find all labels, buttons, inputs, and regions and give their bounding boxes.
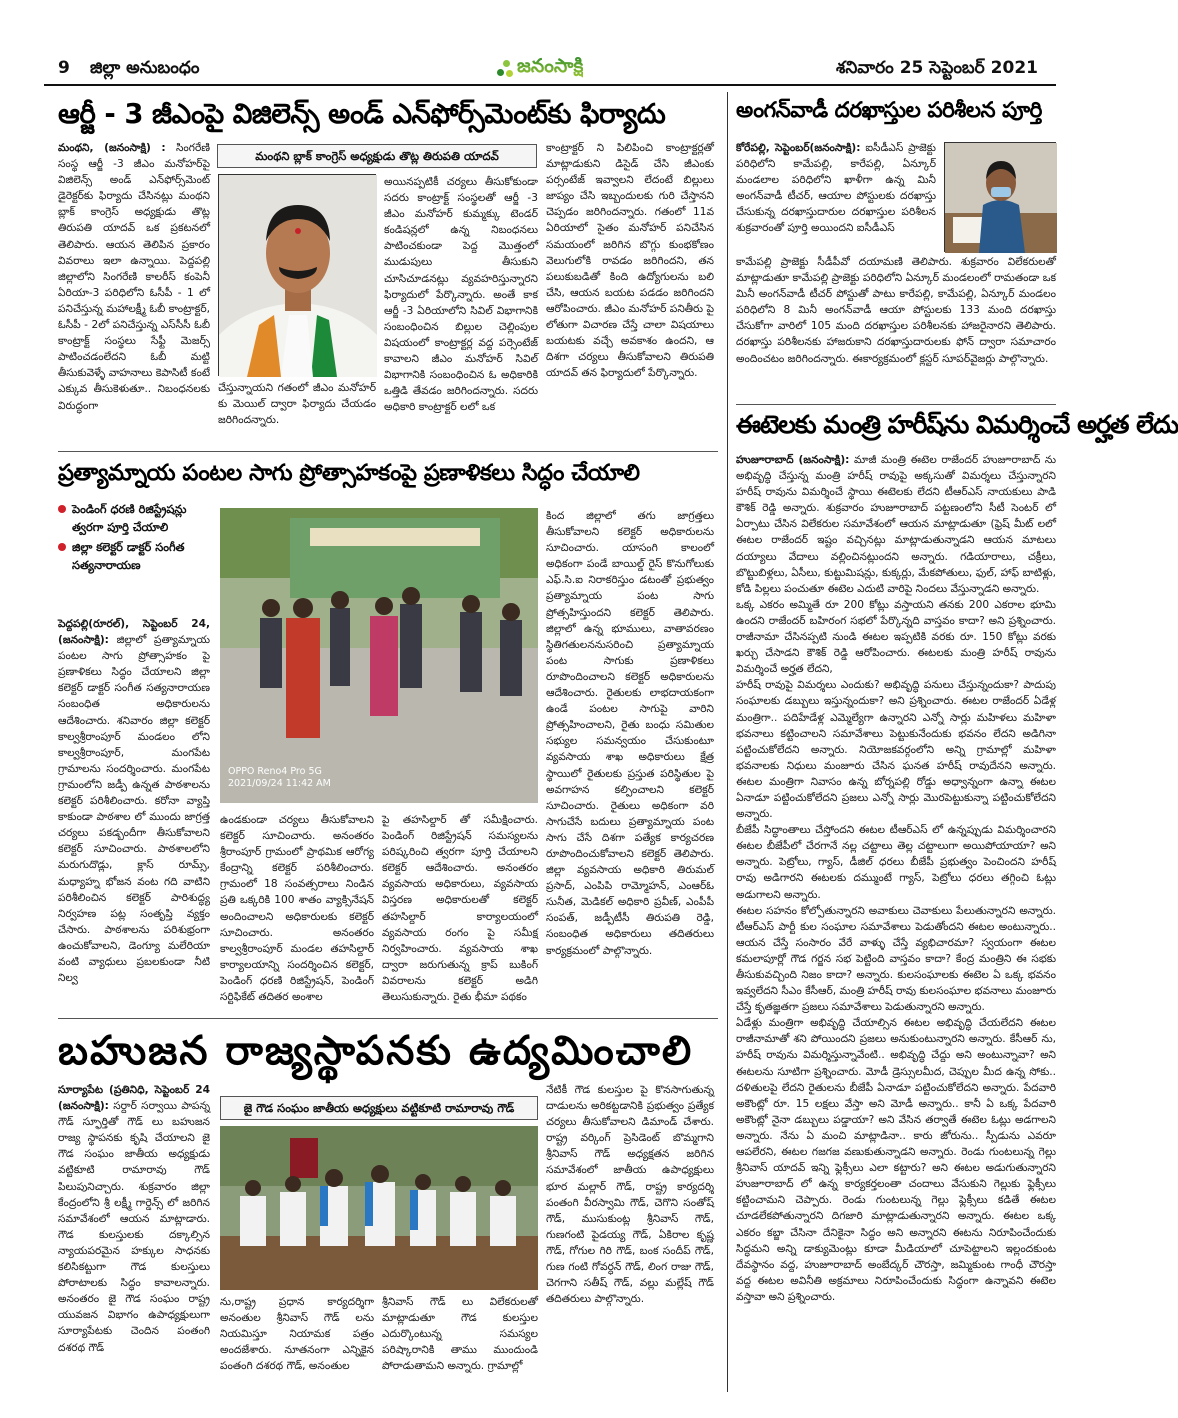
article1-headline: ఆర్జీ - 3 జీఎంపై విజిలెన్స్ అండ్ ఎన్‌ఫోర్స్‌మెంట్‌కు ఫిర్యాదు	[58, 98, 666, 130]
column-divider	[727, 92, 728, 1392]
meeting-illustration	[220, 1126, 538, 1290]
article5-dateline: హుజూరాబాద్ (జనంసాక్షి):	[736, 454, 850, 466]
issue-date: శనివారం 25 సెప్టెంబర్ 2021	[836, 58, 1038, 78]
article2-body-col2: ఉండకుండా చర్యలు తీసుకోవాలని కలెక్టర్ సూచించారు. అనంతరం శ్రీరాంపూర్ గ్రామంలో ప్రాథమిక ఆరోగ్య కేంద్రాన్ని కలెక్టర్ పరిశీలించారు. గ్రామంలో 18 సంవత్సరాలు నిండిన ప్రతి ఒక్కరికి 100 శాతం వ్యాక్సినేషన్ అందించాలని అధికారులకు కలెక్టర్ సూచించారు. అనంతరం కాల్వశ్రీరాంపూర్ మండల తహసిల్దార్ కార్యాలయాన్ని సందర్శించిన కలెక్టర్, పెండింగ్ ధరణి రిజిస్ట్రేషన్, పెండింగ్ సర్టిఫికేట్ తదితర అంశాల	[220, 814, 374, 1004]
article4-text-a: ఐసీడీఎస్ ప్రాజెక్టు పరిధిలోని కామేపల్లి, కారేపల్లి, ఏన్కూర్ మండలాల పరిధిలోని ఖాళీగా ఉన్న మినీ అంగన్‌వాడీ టీచర్, ఆయాల పోస్టులకు దరఖాస్తు చేసుకున్న దరఖాస్తుదారుల దరఖాస్తుల పరిశీలన శుక్రవారంతో పూర్తి అయిందని ఐసీడీఎస్	[736, 142, 936, 235]
article2-body-col3: పై తహసిల్దార్ తో సమీక్షించారు. పెండింగ్ రిజిస్ట్రేషన్ సమస్యలను పరిష్కరించి త్వరగా పూర్తి చేయాలని కలెక్టర్ ఆదేశించారు. అనంతరం వ్యవసాయ అధికారులు, వ్యవసాయ విస్తరణ అధికారులతో కలెక్టర్ తహసిల్దార్ కార్యాలయంలో వ్యవసాయ రంగం పై సమీక్ష నిర్వహించారు. వ్యవసాయ శాఖ ద్వారా జరుగుతున్న క్రాప్ బుకింగ్ వివరాలను కలెక్టర్ అడిగి తెలుసుకున్నారు. రైతు భీమా పథకం	[382, 814, 538, 1004]
portrait-illustration	[219, 175, 377, 377]
article1-text-col1: సింగరేణి సంస్థ ఆర్జీ -3 జీఎం మనోహర్‌పై విజిలెన్స్ అండ్ ఎన్‌ఫోర్స్‌మెంట్ డైరెక్టర్‌కు ఫిర్యాదు చేసినట్లు మంథని బ్లాక్ కాంగ్రెస్ అధ్యక్షుడు తొట్ల తిరుపతి యాదవ్ ఒక ప్రకటనలో తెలిపారు. ఆయన తెలిపిన ప్రకారం వివరాలు ఇలా ఉన్నాయి. పెద్దపల్లి జిల్లాలోని సింగరేణి కాలరీస్ కంపెనీ ఏరియా-3 పరిధిలోని ఓసీపీ - 1 లో పనిచేస్తున్న మహాలక్ష్మీ ఓబీ కాంట్రాక్టర్, ఓసీపీ - 2లో పనిచేస్తున్న ఎస్‌సీసీ ఓబీ కాంట్రాక్ట్ సంస్థలు సేఫ్టీ మెజర్స్ పాటించడంలేదని ఓబీ మట్టి తీసుకువెళ్ళే వాహనాలు కెపాసిటీ కంటే ఎక్కువ తీసుకెళుతూ.. నిబంధనలకు విరుద్ధంగా	[58, 142, 210, 412]
article2-body-col4: కింద జిల్లాలో తగు జాగ్రత్తలు తీసుకోవాలని కలెక్టర్ అధికారులను సూచించారు. యాసంగి కాలంలో అధికంగా పండే బాయిల్డ్ రైస్ కొనుగోలుకు ఎఫ్.సి.ఐ నిరాకరిస్తుం డటంతో ప్రభుత్వం ప్రత్యామ్నాయ పంట సాగు ప్రోత్సహిస్తుందని కలెక్టర్ తెలిపారు. జిల్లాలో ఉన్న భూములు, వాతావరణం స్థితిగతులననుసరించి ప్రత్యామ్నాయ పంట సాగుకు ప్రణాళికలు రూపొందించాలని కలెక్టర్ అధికారులను ఆదేశించారు. రైతులకు లాభదాయకంగా ఉండే పంటల సాగుపై వారిని ప్రోత్సహించాలని, రైతు బంధు సమితుల సభ్యుల సమన్వయం చేసుకుంటూ వ్యవసాయ శాఖ అధికారులు క్షేత్ర స్థాయిలో రైతులకు ప్రస్తుత పరిస్థితుల పై అవగాహన కల్పించాలని కలెక్టర్ సూచించారు. రైతులు అధికంగా వరి సాగుచేసే బదులు ప్రత్యామ్నాయ పంట సాగు చేసే దిశగా పత్యేక కార్యచరణ రూపొందించుకోవాలని కలెక్టర్ తెలిపారు. జిల్లా వ్యవసాయ అధికారి తిరుమల్ ప్రసాద్, ఎంపిపి రామ్మోహన్, ఎంఆర్ఓ సునీత, మెడికల్ అధికారి ప్రవీణ్, ఎంపీపీ సంపత్, జడ్పీటీసీ తిరుపతి రెడ్డి, సంబంధిత అధికారులు తదితరులు కార్యక్రమంలో పాల్గొన్నారు.	[546, 510, 714, 957]
article5-body	[736, 452, 1056, 1392]
article4-dateline: కోరేపల్లి, సెప్టెంబర్(జనంసాక్షి):	[736, 142, 861, 154]
article3-body-col3: శ్రీనివాస్ గౌడ్ లు విలేకరులతో మాట్లాడుతూ గౌడ కులస్తుల ఎదుర్కొంటున్న సమస్యల పరిష్కారానికి తాము ముందుండి పోరాడుతామని అన్నారు. గ్రామాల్లో	[382, 1296, 538, 1373]
article2-dateline: పెద్దపల్లి(రూరల్), సెప్టెంబర్ 24, (జనంసాక్షి):	[58, 618, 210, 647]
section-name: జిల్లా అనుబంధం	[90, 58, 200, 78]
article2-headline: ప్రత్యామ్నాయ పంటల సాగు ప్రోత్సాహకంపై ప్రణాళికలు సిద్ధం చేయాలి	[58, 460, 640, 486]
article4-body-top	[736, 140, 936, 252]
article2-highlights	[56, 500, 214, 612]
article2-collector-photo	[220, 508, 538, 803]
article1-dateline: మంథని, (జనంసాక్షి) :	[58, 142, 166, 154]
field-visit-illustration	[220, 508, 538, 803]
article4-officer-photo	[944, 142, 1056, 252]
highlight-item: జిల్లా కలెక్టర్ డాక్టర్ సంగీత సత్యనారాయణ	[56, 538, 214, 574]
article2-bottom-rule	[58, 1018, 718, 1019]
article1-body-col4: కాంట్రాక్టర్ ని పిలిపించి కాంట్రాక్టర్లతో మాట్లాడుకుని డిసైడ్ చేసి జీఎంకు పర్సంటేజ్ ఇవ్వాలని లేదంటే బిల్లులు జాప్యం చేసి ఇబ్బందులకు గురి చేస్తానని చెప్పడం జరిగిందన్నారు. గతంలో 11వ ఏరియాలో సైతం మనోహర్ పనిచేసిన సమయంలో జరిగిన బొగ్గు కుంభకోణం వెలుగులోకి రావడం జరిగిందని, తన పలుకుబడితో కింది ఉద్యోగులను బలి చేసి, ఆయన బయట పడడం జరిగిందని ఆరోపించారు. జీఎం మనోహర్ పనితీరు పై లోతుగా విచారణ చేస్తే చాలా విషయాలు బయటకు వచ్చే అవకాశం ఉందని, ఆ దిశగా చర్యలు తీసుకోవాలని తిరుపతి యాదవ్ తన ఫిర్యాదులో పేర్కొన్నారు.	[546, 142, 714, 380]
article3-dateline: సూర్యాపేట (ప్రతినిధి, సెప్టెంబర్ 24 (జనంసాక్షి):	[58, 1084, 210, 1113]
article1-body-col3: అయినప్పటికీ చర్యలు తీసుకోకుండా సదరు కాంట్రాక్ట్ సంస్థలతో ఆర్జీ -3 జీఎం మనోహర్ కుమ్మక్కు టెండర్ కండిషన్లలో ఉన్న నిబంధనలు పాటించకుండా పెద్ద మొత్తంలో ముడుపులు తీసుకుని చూసిచూడనట్లు వ్యవహరిస్తున్నారని ఫిర్యాదులో పేర్కొన్నారు. అంతే కాక ఆర్జీ -3 ఏరియాలోని సివిల్ విభాగానికి సంబంధించిన బిల్లుల చెల్లింపుల విషయంలో కాంట్రాక్టర్ల వద్ద పర్సెంటేజ్ కావాలని జీఎం మనోహర్ సివిల్ విభాగానికి సంబంధించిన ఓ అధికారికి ఒత్తిడి తేవడం జరిగిందన్నారు. సదరు అధికారి కాంట్రాక్టర్ లలో ఒక	[384, 176, 538, 414]
article3-text-col1: సర్దార్ సర్వాయి పాపన్న గౌడ్ స్ఫూర్తితో గౌడ్ లు బహుజన రాజ్య స్థాపనకు కృషి చేయాలని జై గౌడ సంఘం జాతీయ అధ్యక్షుడు వట్టికూటి రామారావు గౌడ్ పిలుపునిచ్చారు. శుక్రవారం జిల్లా కేంద్రంలోని శ్రీ లక్ష్మీ గార్డెన్స్ లో జరిగిన సమావేశంలో ఆయన మాట్లాడారు. గౌడ కులస్తులకు దక్కాల్సిన న్యాయపరమైన హక్కుల సాధనకు కలిసికట్టుగా గౌడ కులస్తులు పోరాటాలకు సిద్ధం కావాలన్నారు. అనంతరం జై గౌడ సంఘం రాష్ట్ర యువజన విభాగం ఉపాధ్యక్షులుగా సూర్యాపేటకు చెందిన పంతంగి దశరథ గౌడ్	[58, 1100, 210, 1354]
article4-bottom-rule	[736, 404, 1056, 405]
article5-text: మాజీ మంత్రి ఈటెల రాజేందర్ హుజూరాబాద్ ను అభివృద్ధి చేస్తున్న మంత్రి హరీష్ రావుపై అక్కసుతో విమర్శలు చేస్తున్నారని హరీష్ రావును విమర్శించే స్థాయి ఈటెలకు లేదని టీఆర్ఎస్ నాయకులు పాడి కౌశిక్ రెడ్డి అన్నారు. శుక్రవారం హుజూరాబాద్ పట్టణంలోని సీటీ సెంటర్ లో ఏర్పాటు చేసిన విలేకరుల సమావేశంలో ఆయన మాట్లాడుతూ (ఫ్రెష్ మీట్ లలో ఈటల రాజేందర్ ఇష్టం వచ్చినట్లు మాట్లాడుతున్నాడని ఆయన మాటలు దయ్యాలు వేదాలు వల్లించినట్లుందని అన్నారు. గడియారాలు, చక్రీలు, బొట్టుబిళ్లలు, ఏసీలు, కుట్టుమిషన్లు, కుక్కర్లు, మేకపోతులు, ఫుల్, హాఫ్ బాటిళ్లు, కోడి పిల్లలు పంచుతూ ఈటెల ఎదుటి వారిపై నిందలు వేస్తున్నాడని అన్నారు. ఒక్క ఎకరం అమ్మితే రూ 200 కోట్లు వస్తాయని తనకు 200 ఎకరాల భూమి ఉందని రాజేందర్ బహిరంగ సభలో పేర్కొన్నది వాస్తవం కాదా? అని ప్రశ్నించారు. రాజీనామా చేసినప్పటి నుండి ఈటల ఇప్పటికి వరకు రూ. 150 కోట్లు వరకు ఖర్చు చేసాడని కౌశిక్ రెడ్డి ఆరోపించారు. ఈటలకు మంత్రి హరీష్ రావును విమర్శించే అర్హత లేదని, హరీష్ రావుపై విమర్శలు ఎందుకు? అభివృద్ధి పనులు చేస్తున్నందుకా? పాదుపు సంఘాలకు డబ్బులు ఇస్తున్నందుకా? అని ప్రశ్నించారు. ఈటల రాజేందర్ ఏడేళ్ల మంత్రిగా.. పదిహేడేళ్ల ఎమ్మెల్యేగా ఉన్నారని ఎన్నో సార్లు మహిళలు మహిళా భవనాలు కట్టించాలని సమావేశాలు పెట్టుకునేందుకు భవనం లేదని అడిగినా పట్టించుకోలేదని అన్నారు. నియోజకవర్గంలోని అన్ని గ్రామాల్లో మహిళా భవనాలకు నిధులు మంజూరు చేసిన ఘనత హరీష్ రావుదేనని అన్నారు. ఈటల మంత్రిగా నివాసం ఉన్న బోర్నపల్లి రోడ్డు అధ్వాన్నంగా ఉన్నా ఈటల ఏనాడూ పట్టించుకోలేదని ప్రజలు ఎన్నో సార్లు మొరపెట్టుకున్నా పట్టించుకోలేదని అన్నారు. బీజేపీ సిద్ధాంతాలు చేస్తోందని ఈటల టీఆర్ఎస్ లో ఉన్నప్పుడు విమర్శించారని ఈటల బీజేపీలో చేరగానే నల్ల చట్టాలు తెల్ల చట్టాలుగా అయిపోయాయా? అని అన్నారు. పెట్రోలు, గ్యాస్, డీజిల్ ధరలు బీజేపీ ప్రభుత్వం పెంచిందని హరీష్ రావు అడిగారని ఈటలకు దమ్ముంటే గ్యాస్, పెట్రోలు ధరలు తగ్గించి ఓట్లు అడుగాలని అన్నారు. ఈటల సహనం కోల్పోతున్నారని అవాకులు చెవాకులు పేలుతున్నారని అన్నారు. టీఆర్ఎస్ పార్టీ కుల సంఘాల సమావేశాలు పెడుతోందని ఈటల అంటున్నారు.. ఆయన చేస్తే సంసారం వేరే వాళ్ళు చేస్తే వ్యభిచారమా? స్వయంగా ఈటల కమలాపూర్లో గౌడ గర్జన సభ పెట్టింది వాస్తవం కాదా? కేంద్ర మంత్రిని ఈ సభకు తీసుకువచ్చింది నిజం కాదా? అన్నారు. కులసంఘాలకు ఈటెల ఏ ఒక్క భవనం ఇవ్వలేదని సీఎం కేసీఆర్, మంత్రి హరీష్ రావు కులసంఘాల భవనాలు మంజూరు చేస్తే కృతజ్ఞతగా ప్రజలు సమావేశాలు పెడుతున్నారని అన్నారు. ఏడేళ్లు మంత్రిగా అభివృద్ధి చేయాల్సిన ఈటల అభివృద్ధి చేయలేదని ఈటల రాజీనామాతో శని పోయిందని ప్రజలు అనుకుంటున్నారని అన్నారు. కేసీఆర్ ను, హరీష్ రావును విమర్శిస్తున్నావేంటి.. అభివృద్ధి చేద్దు అని అంటున్నావా? అని ఈటలను సూటిగా ప్రశ్నించారు. మోడీ డ్రెస్సులమీద, చెప్పుల మీద ఉన్న సోకు.. దళితులపై లేదని రైతులను బీజేపీ ఏనాడూ పట్టించుకోలేదని అన్నారు. పేదవారి అకౌంట్లో రూ. 15 లక్షలు వేస్తా అని మోడీ అన్నారు.. కానీ ఏ ఒక్క పేదవారి అకౌంట్లో నైనా డబ్బులు పడ్డాయా? అని వేసిన తర్వాతే ఈటెల ఓట్లు అడగాలని అన్నారు. నేను ఏ మంచి మాట్లాడినా.. కారు జోరును.. స్పీడును ఎవరూ ఆపలేరని, ఈటల గజగజ వణుకుతున్నాడని అన్నారు. రెండు గుంటలున్న గెల్లు శ్రీనివాస్ యాదవ్ ఇన్ని ఫ్లెక్సీలు ఎలా కట్టారు? అని ఈటల అడుగుతున్నారని హుజూరాబాద్ లో ఉన్న కార్యకర్తలంతా చందాలు వేసుకుని గెల్లుకు ఫ్లెక్సీలు కట్టించామని చెప్పారు. రెండు గుంటలున్న గెల్లు ఫ్లెక్సీలు కడితే ఈటల చూడలేకపోతున్నారని దిగజారి మాట్లాడుతున్నారని అన్నారు. ఈటల ఒక్క ఎకరం కబ్జా చేసినా దేనికైనా సిద్ధం అని అన్నారని ఈటను నిరూపించేందుకు సిద్ధమని అన్ని డాక్యుమెంట్లు కూడా మీడియాలో చూపెట్టాలని ఇల్లందకుంట దేవస్థానం వద్ద, హుజూరాబాద్ అంబేద్కర్ చౌరస్తా, జమ్మికుంట గాంధీ చౌరస్తా వద్ద ఈటల అవినీతి అక్రమాలు నిరూపించేందుకు సిద్ధంగా ఉన్నావని ఈటెల వస్తావా అని ప్రశ్నించారు.	[736, 454, 1057, 1303]
article1-photo-caption: మంథని బ్లాక్ కాంగ్రెస్ అధ్యక్షుడు తొట్ల తిరుపతి యాదవ్	[217, 144, 537, 168]
logo-icon	[497, 57, 513, 79]
article1-portrait-photo	[218, 174, 376, 376]
article1-under-photo-text: చేస్తున్నాయని గతంలో జీఎం మనోహర్ కు మెయిల్ ద్వారా ఫిర్యాదు చేయడం జరిగిందన్నారు.	[218, 382, 376, 427]
article3-headline: బహుజన రాజ్యస్థాపనకు ఉద్యమించాలి	[58, 1028, 694, 1074]
article1-body-col1	[58, 140, 210, 442]
article4-headline: అంగన్‌వాడీ దరఖాస్తుల పరిశీలన పూర్తి	[736, 98, 1042, 123]
article1-bottom-rule	[58, 451, 718, 452]
page-number: 9	[58, 58, 70, 78]
article3-photo-caption: జై గౌడ సంఘం జాతీయ అధ్యక్షులు వట్టికూటి రామారావు గౌడ్	[220, 1096, 538, 1120]
article3-meeting-photo	[220, 1126, 538, 1290]
article5-headline: ఈటెలకు మంత్రి హరీష్‌ను విమర్శించే అర్హత లేదు	[736, 410, 1178, 439]
masthead-logo	[497, 53, 623, 83]
article3-body-col1	[58, 1082, 210, 1392]
article3-body-col2: ను,రాష్ట్ర ప్రధాన కార్యదర్శిగా అనంతుల శ్రీనివాస్ గౌడ్ లను నియమిస్తూ నియామక పత్రం అందజేశారు. నూతనంగా ఎన్నికైన పంతంగి దశరథ గౌడ్, అనంతుల	[220, 1296, 374, 1373]
article2-text-col1: జిల్లాలో ప్రత్యామ్నాయ పంటల సాగు ప్రోత్సాహకం పై ప్రణాళికలు సిద్ధం చేయాలని జిల్లా కలెక్టర్ డాక్టర్ సంగీత సత్యనారాయణ సంబంధిత అధికారులను ఆదేశించారు. శనివారం జిల్లా కలెక్టర్ కాల్వశ్రీరాంపూర్ మండలం లోని కాల్వశ్రీరాంపూర్, మంగపేట గ్రామాలను సందర్శించారు. మంగపేట గ్రామంలోని జడ్పీ ఉన్నత పాఠశాలను కలెక్టర్ పరిశీలించారు. కరోనా వ్యాప్తి కాకుండా పాఠశాల లో ముందు జాగ్రత్త చర్యలు పకడ్బందీగా తీసుకోవాలని కలెక్టర్ సూచించారు. పాఠశాలలోని మరుగుదొడ్లు, క్లాస్ రూమ్స్, మధ్యాహ్న భోజన వంట గది వాటిని పరిశీలించిన కలెక్టర్ పారిశుద్ధ్య నిర్వహణ పట్ల సంతృప్తి వ్యక్తం చేసారు. పాఠశాలను పరిశుభ్రంగా ఉంచుకోవాలని, డెంగ్యూ మలేరియా వంటి వ్యాధులు ప్రబలకుండా నీటి నిల్వ	[58, 634, 210, 985]
masthead-rule	[44, 84, 1056, 86]
logo-text: జనంసాక్షి	[517, 55, 583, 82]
photo-camera-stamp: OPPO Reno4 Pro 5G 2021/09/24 11:42 AM	[228, 766, 331, 789]
highlight-item: పెండింగ్ ధరణి రిజిస్ట్రేషన్లు త్వరగా పూర్తి చేయాలి	[56, 500, 214, 536]
article4-body-bottom: కామేపల్లి ప్రాజెక్టు సీడీపీవో దయామణి తెలిపారు. శుక్రవారం విలేకరులతో మాట్లాడుతూ కామేపల్లి ప్రాజెక్టు పరిధిలోని ఏన్కూర్ మండలంలో రామతండా ఒక మినీ అంగన్‌వాడీ టీచర్ పోస్టుతో పాటు కారేపల్లి, కామేపల్లి, ఏన్కూర్ మండలం పరిధిలోని 8 మినీ అంగన్‌వాడీ ఆయా పోస్టులకు 133 మంది దరఖాస్తు చేసుకోగా వారిలో 105 మంది దరఖాస్తుల పరిశీలనకు హాజరైనారని తెలిపారు. దరఖాస్తు పరిశీలనకు హాజరుకాని దరఖాస్తుదారులకు ఫోన్ ద్వారా సమాచారం అందించటం జరిగిందన్నారు. ఈకార్యక్రమంలో క్లస్టర్ సూపర్‌వైజర్లు పాల్గొన్నారు.	[736, 256, 1056, 365]
officer-illustration	[945, 143, 1057, 253]
article3-body-col4: నేటికీ గౌడ కులస్తుల పై కొనసాగుతున్న దాడులను అరికట్టడానికి ప్రభుత్వం ప్రత్యేక చర్యలు తీసుకోవాలని డిమాండ్ చేశారు. రాష్ట్ర వర్కింగ్ ప్రెసిడెంట్ బొమ్మగాని శ్రీనివాస్ గౌడ్ అధ్యక్షతన జరిగిన సమావేశంలో జాతీయ ఉపాధ్యక్షులు భూర మల్లార్ గౌడ్, రాష్ట్ర కార్యదర్శి పంతంగి వీరస్వామి గౌడ్, చెగొని సంతోష్ గౌడ్, ముసుకుంట్ల శ్రీనివాస్ గౌడ్, గుణగంటి పైడయ్య గౌడ్, ఏకిరాల కృష్ణ గౌడ్, గోగుల గిరి గౌడ్, బంక సందీప్ గౌడ్, గుణ గంటి గోవర్ధన్ గౌడ్, లింగ రాజు గౌడ్, చెగగాని సతీష్ గౌడ్, వల్లు మల్లేష్ గౌడ్ తదితరులు పాల్గొన్నారు.	[546, 1084, 714, 1306]
